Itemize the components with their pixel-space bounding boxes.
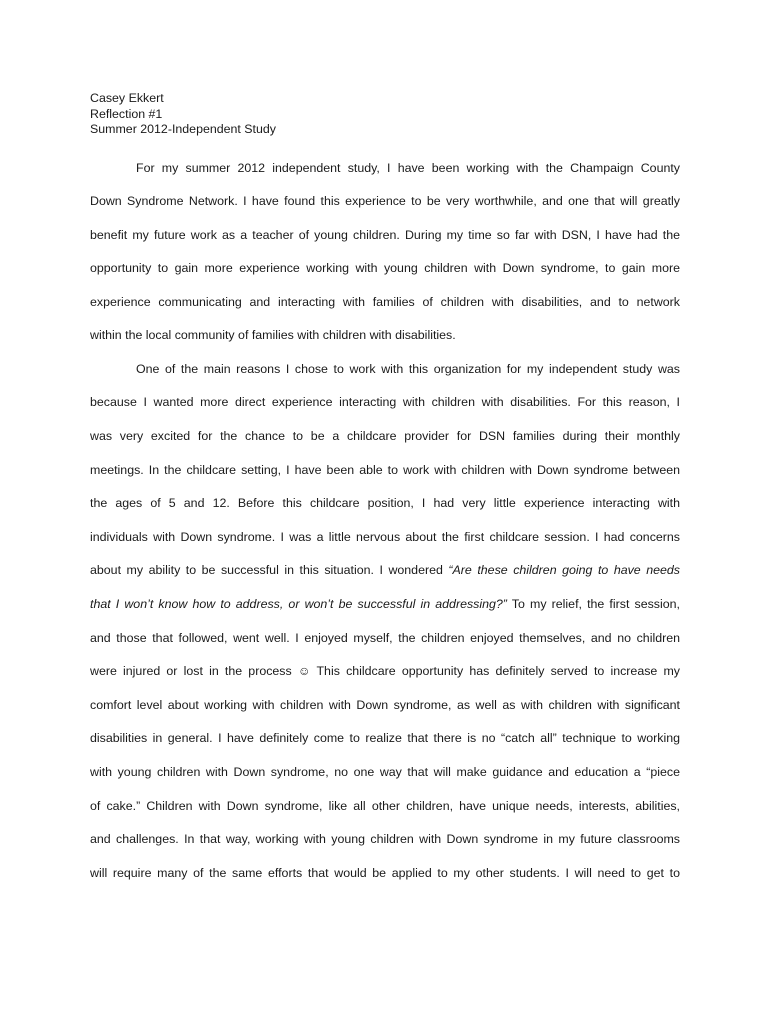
paragraph-2-line-3: was very excited for the chance to be a childcare provider for DSN families during their monthly (90, 429, 680, 443)
paragraph-2-line-1: One of the main reasons I chose to work with this organization for my independent study was (136, 362, 680, 376)
paragraph-2-line-9: and those that followed, went well. I enjoyed myself, the children enjoyed themselves, and no children (90, 631, 680, 645)
paragraph-2-line-11: comfort level about working with children with Down syndrome, as well as with children with significant (90, 698, 680, 712)
paragraph-1-line-1: For my summer 2012 independent study, I have been working with the Champaign County (136, 161, 680, 175)
paragraph-2-line-14: of cake.” Children with Down syndrome, like all other children, have unique needs, interests, abilities, (90, 799, 680, 813)
author-name: Casey Ekkert (90, 91, 164, 105)
paragraph-2-line-12: disabilities in general. I have definitely come to realize that there is no “catch all” technique to working (90, 731, 680, 745)
paragraph-2-line-16: will require many of the same efforts that would be applied to my other students. I will need to get to (90, 866, 680, 880)
paragraph-2-line-6: individuals with Down syndrome. I was a little nervous about the first childcare session. I had concerns (90, 530, 680, 544)
paragraph-1-line-3: benefit my future work as a teacher of young children. During my time so far with DSN, I have had the (90, 228, 680, 242)
paragraph-2-line-2: because I wanted more direct experience interacting with children with disabilities. For this reason, I (90, 395, 680, 409)
italic-quote: that I won’t know how to address, or won’t be successful in addressing?” (90, 597, 507, 611)
paragraph-2-line-4: meetings. In the childcare setting, I have been able to work with children with Down syndrome between (90, 463, 680, 477)
line-text: about my ability to be successful in this situation. I wondered (90, 563, 449, 577)
paragraph-2-line-8 (90, 596, 680, 612)
paragraph-2-line-5: the ages of 5 and 12. Before this childcare position, I had very little experience interacting with (90, 496, 680, 510)
paragraph-2-line-7 (90, 562, 680, 578)
paragraph-2-line-15: and challenges. In that way, working with young children with Down syndrome in my future classrooms (90, 832, 680, 846)
italic-quote: “Are these children going to have needs (448, 563, 680, 577)
paragraph-1-line-6: within the local community of families with children with disabilities. (90, 328, 456, 342)
document-title: Reflection #1 (90, 106, 163, 121)
paragraph-1-line-2: Down Syndrome Network. I have found this experience to be very worthwhile, and one that will greatly (90, 194, 680, 208)
document-header (90, 91, 276, 138)
course-name: Summer 2012-Independent Study (90, 122, 276, 136)
paragraph-2-line-13: with young children with Down syndrome, no one way that will make guidance and education a “piece (90, 765, 680, 779)
paragraph-1-line-4: opportunity to gain more experience working with young children with Down syndrome, to gain more (90, 261, 680, 275)
paragraph-1-line-5: experience communicating and interacting with families of children with disabilities, and to network (90, 295, 680, 309)
line-text: To my relief, the first session, (506, 597, 680, 611)
paragraph-2-line-10: were injured or lost in the process ☺ This childcare opportunity has definitely served to increase my (90, 664, 680, 678)
